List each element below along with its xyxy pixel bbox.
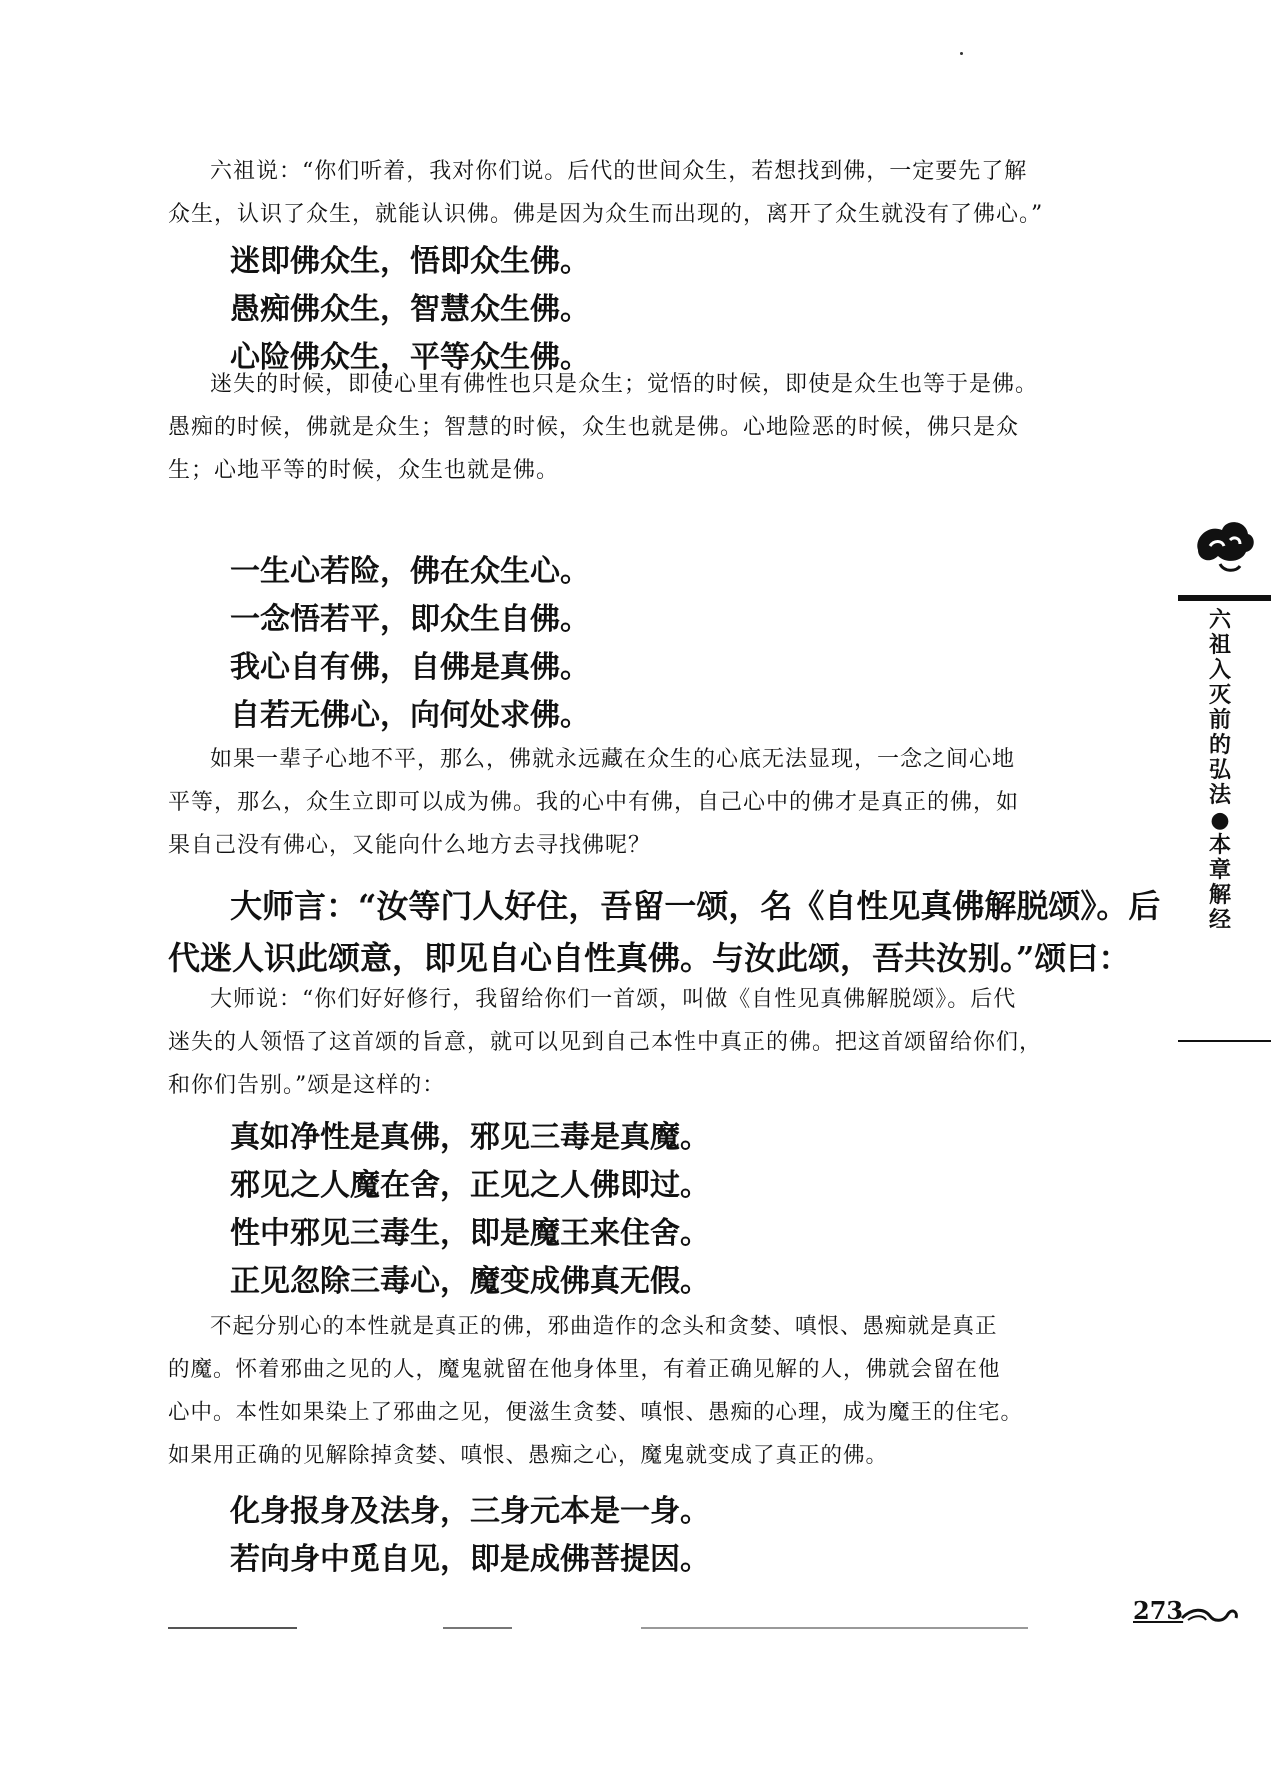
verse-line: 心险佛众生，平等众生佛。	[230, 340, 590, 375]
verse-line: 化身报身及法身，三身元本是一身。	[230, 1494, 710, 1529]
text-line: 大师说：“你们好好修行，我留给你们一首颂，叫做《自性见真佛解脱颂》。后代	[210, 987, 1017, 1012]
sutra-quote	[168, 880, 1161, 984]
text-line: 心中。本性如果染上了邪曲之见，便滋生贪婪、嗔恨、愚痴的心理，成为魔王的住宅。	[168, 1400, 1024, 1425]
paragraph-5	[168, 1305, 1138, 1477]
chapter-char: 前	[1208, 708, 1231, 733]
swirl-ornament-icon	[1180, 1604, 1240, 1626]
verse-line: 我心自有佛，自佛是真佛。	[230, 650, 590, 685]
verse-line: 一生心若险，佛在众生心。	[230, 554, 590, 589]
speck	[960, 52, 963, 55]
text-line: 果自己没有佛心，又能向什么地方去寻找佛呢？	[168, 833, 652, 858]
chapter-char: 入	[1208, 658, 1231, 683]
chapter-char: 解	[1208, 883, 1231, 908]
verse-line: 邪见之人魔在舍，正见之人佛即过。	[230, 1168, 710, 1203]
text-line: 迷失的人领悟了这首颂的旨意，就可以见到自己本性中真正的佛。把这首颂留给你们，	[168, 1030, 1043, 1055]
cloud-swirl-icon	[1190, 510, 1260, 580]
chapter-char: 弘	[1208, 758, 1231, 783]
text-line: 和你们告别。”颂是这样的：	[168, 1073, 446, 1098]
text-line: 六祖说：“你们听着，我对你们说。后代的世间众生，若想找到佛，一定要先了解	[210, 159, 1028, 184]
footer-rule	[168, 1627, 1028, 1629]
verse-line: 性中邪见三毒生，即是魔王来住舍。	[230, 1216, 710, 1251]
chapter-char: 本	[1208, 833, 1231, 858]
text-line: 众生，认识了众生，就能认识佛。佛是因为众生而出现的，离开了众生就没有了佛心。”	[168, 202, 1044, 227]
chapter-char: 经	[1208, 908, 1231, 933]
chapter-char: 祖	[1208, 633, 1231, 658]
quote-line: 代迷人识此颂意，即见自心自性真佛。与汝此颂，吾共汝别。”颂曰：	[168, 939, 1131, 977]
text-line: 的魔。怀着邪曲之见的人，魔鬼就留在他身体里，有着正确见解的人，佛就会留在他	[168, 1357, 1001, 1382]
verse-line: 一念悟若平，即众生自佛。	[230, 602, 590, 637]
chapter-char: 章	[1208, 858, 1231, 883]
sidebar-rule	[1178, 1040, 1271, 1042]
text-line: 如果用正确的见解除掉贪婪、嗔恨、愚痴之心，魔鬼就变成了真正的佛。	[168, 1443, 889, 1468]
text-line: 愚痴的时候，佛就是众生；智慧的时候，众生也就是佛。心地险恶的时候，佛只是众	[168, 415, 1020, 440]
verse-3	[168, 1114, 1200, 1306]
verse-line: 愚痴佛众生，智慧众生佛。	[230, 292, 590, 327]
verse-1	[168, 238, 1200, 382]
verse-4	[168, 1488, 1200, 1584]
chapter-title-vertical	[1200, 608, 1240, 933]
text-line: 生；心地平等的时候，众生也就是佛。	[168, 458, 560, 483]
verse-line: 自若无佛心，向何处求佛。	[230, 698, 590, 733]
text-line: 如果一辈子心地不平，那么，佛就永远藏在众生的心底无法显现，一念之间心地	[210, 747, 1016, 772]
verse-line: 迷即佛众生，悟即众生佛。	[230, 244, 590, 279]
paragraph-1	[168, 150, 1138, 236]
verse-line: 真如净性是真佛，邪见三毒是真魔。	[230, 1120, 710, 1155]
bullet-icon: ●	[1210, 808, 1230, 833]
paragraph-2	[168, 363, 1138, 492]
sidebar-rule	[1178, 595, 1271, 601]
verse-2	[168, 548, 1200, 740]
chapter-char: 灭	[1208, 683, 1231, 708]
paragraph-4	[168, 978, 1138, 1107]
chapter-char: 的	[1208, 733, 1231, 758]
chapter-char: 六	[1208, 608, 1231, 633]
text-line: 不起分别心的本性就是真正的佛，邪曲造作的念头和贪婪、嗔恨、愚痴就是真正	[210, 1314, 998, 1339]
text-line: 平等，那么，众生立即可以成为佛。我的心中有佛，自己心中的佛才是真正的佛，如	[168, 790, 1020, 815]
chapter-char: 法	[1208, 783, 1231, 808]
quote-line: 大师言：“汝等门人好住，吾留一颂，名《自性见真佛解脱颂》。后	[230, 887, 1161, 925]
verse-line: 正见忽除三毒心，魔变成佛真无假。	[230, 1264, 710, 1299]
paragraph-3	[168, 738, 1138, 867]
verse-line: 若向身中觅自见，即是成佛菩提因。	[230, 1542, 710, 1577]
text-line: 迷失的时候，即使心里有佛性也只是众生；觉悟的时候，即使是众生也等于是佛。	[210, 372, 1039, 397]
page-number: 273	[1133, 1596, 1184, 1625]
